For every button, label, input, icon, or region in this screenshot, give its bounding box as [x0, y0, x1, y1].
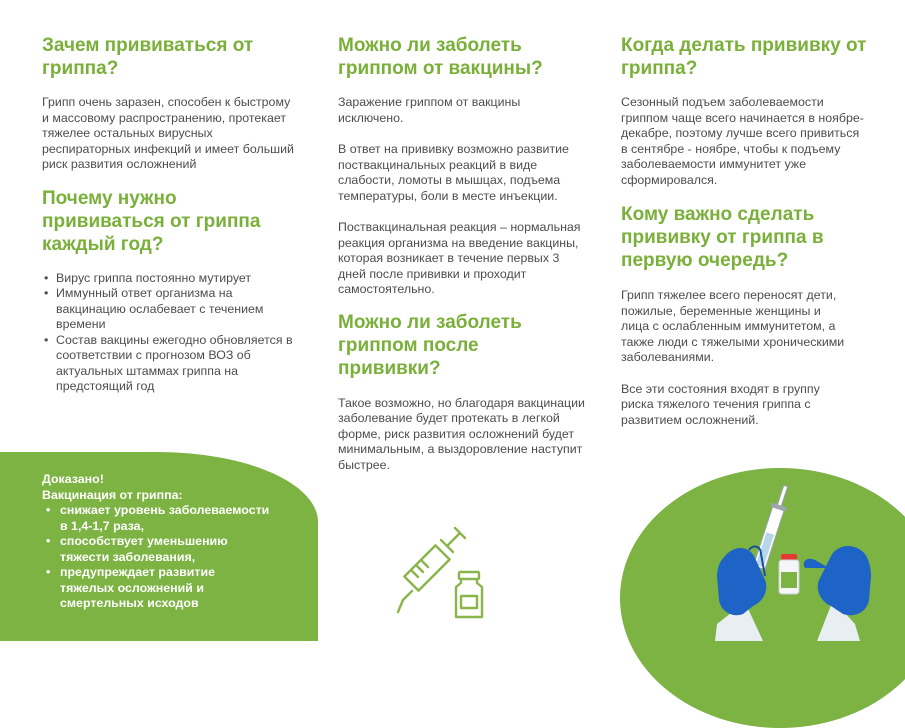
text-risk-groups: Грипп тяжелее всего переносят дети, пожилые, беременные женщины и лица с ослабленным иммунитетом, а также люди с тяжелыми хроническими заболеваниями. [621, 288, 845, 364]
vial-icon [452, 570, 486, 620]
heading-when-vaccinate: Когда делать прививку от гриппа? [621, 35, 867, 79]
heading-priority-groups: Кому важно сделать прививку от гриппа в первую очередь? [621, 204, 824, 271]
proven-panel [42, 472, 312, 612]
heading-sick-after-vaccine: Можно ли заболеть гриппом после прививки? [338, 311, 522, 379]
list-item: • Вирус гриппа постоянно мутирует [42, 271, 297, 287]
column-why-vaccinate [42, 34, 297, 395]
proven-title: Доказано! [42, 472, 104, 486]
column-vaccine-infection [338, 34, 588, 473]
text-mild-form: Такое возможно, но благодаря вакцинации заболевание будет протекать в легкой форме, риск развития осложнений будет минимальным, а выздоровление наступит быстрее. [338, 395, 585, 472]
text-infection-excluded: Заражение гриппом от вакцины исключено. [338, 95, 521, 125]
list-item: • предупреждает развитие тяжелых осложнений и смертельных исходов [42, 565, 260, 612]
column-when-vaccinate [621, 34, 876, 428]
proven-list [42, 503, 312, 612]
text-season: Сезонный подъем заболеваемости гриппом чаще всего начинается в ноябре-декабре, поэтому лучше всего привиться в сентябре - ноябре, чтобы к подъему заболеваемости иммунитет уже сформировался. [621, 95, 864, 187]
list-item: • Иммунный ответ организма на вакцинацию ослабевает с течением времени [42, 286, 297, 333]
list-item: • способствует уменьшению тяжести заболевания, [42, 534, 270, 565]
text-post-vaccine-reactions: В ответ на прививку возможно развитие поствакцинальных реакций в виде слабости, ломоты в мышцах, подъема температуры, боли в месте инъекции. [338, 142, 569, 203]
text-why-vaccinate: Грипп очень заразен, способен к быстрому и массовому распространению, протекает тяжелее остальных вирусных респираторных инфекций и имеет больший риск развития осложнений [42, 95, 294, 171]
list-why-every-year [42, 271, 297, 395]
heading-sick-from-vaccine: Можно ли заболеть гриппом от вакцины? [338, 35, 543, 79]
text-normal-reaction: Поствакцинальная реакция – нормальная реакция организма на введение вакцины, которая возникает в течение первых 3 дней после прививки и проходит самостоятельно. [338, 220, 581, 296]
proven-subtitle: Вакцинация от гриппа: [42, 487, 183, 502]
list-item: • Состав вакцины ежегодно обновляется в соответствии с прогнозом ВОЗ об актуальных штаммах гриппа на предстоящий год [42, 333, 297, 395]
text-risk-conditions: Все эти состояния входят в группу риска тяжелого течения гриппа с развитием осложнений. [621, 381, 820, 427]
heading-why-vaccinate: Зачем прививаться от гриппа? [42, 35, 254, 79]
gloved-hands-syringe-icon [705, 484, 885, 641]
list-item: • снижает уровень заболеваемости в 1,4-1,7 раза, [42, 503, 280, 534]
heading-why-every-year: Почему нужно прививаться от гриппа каждый год? [42, 187, 261, 255]
